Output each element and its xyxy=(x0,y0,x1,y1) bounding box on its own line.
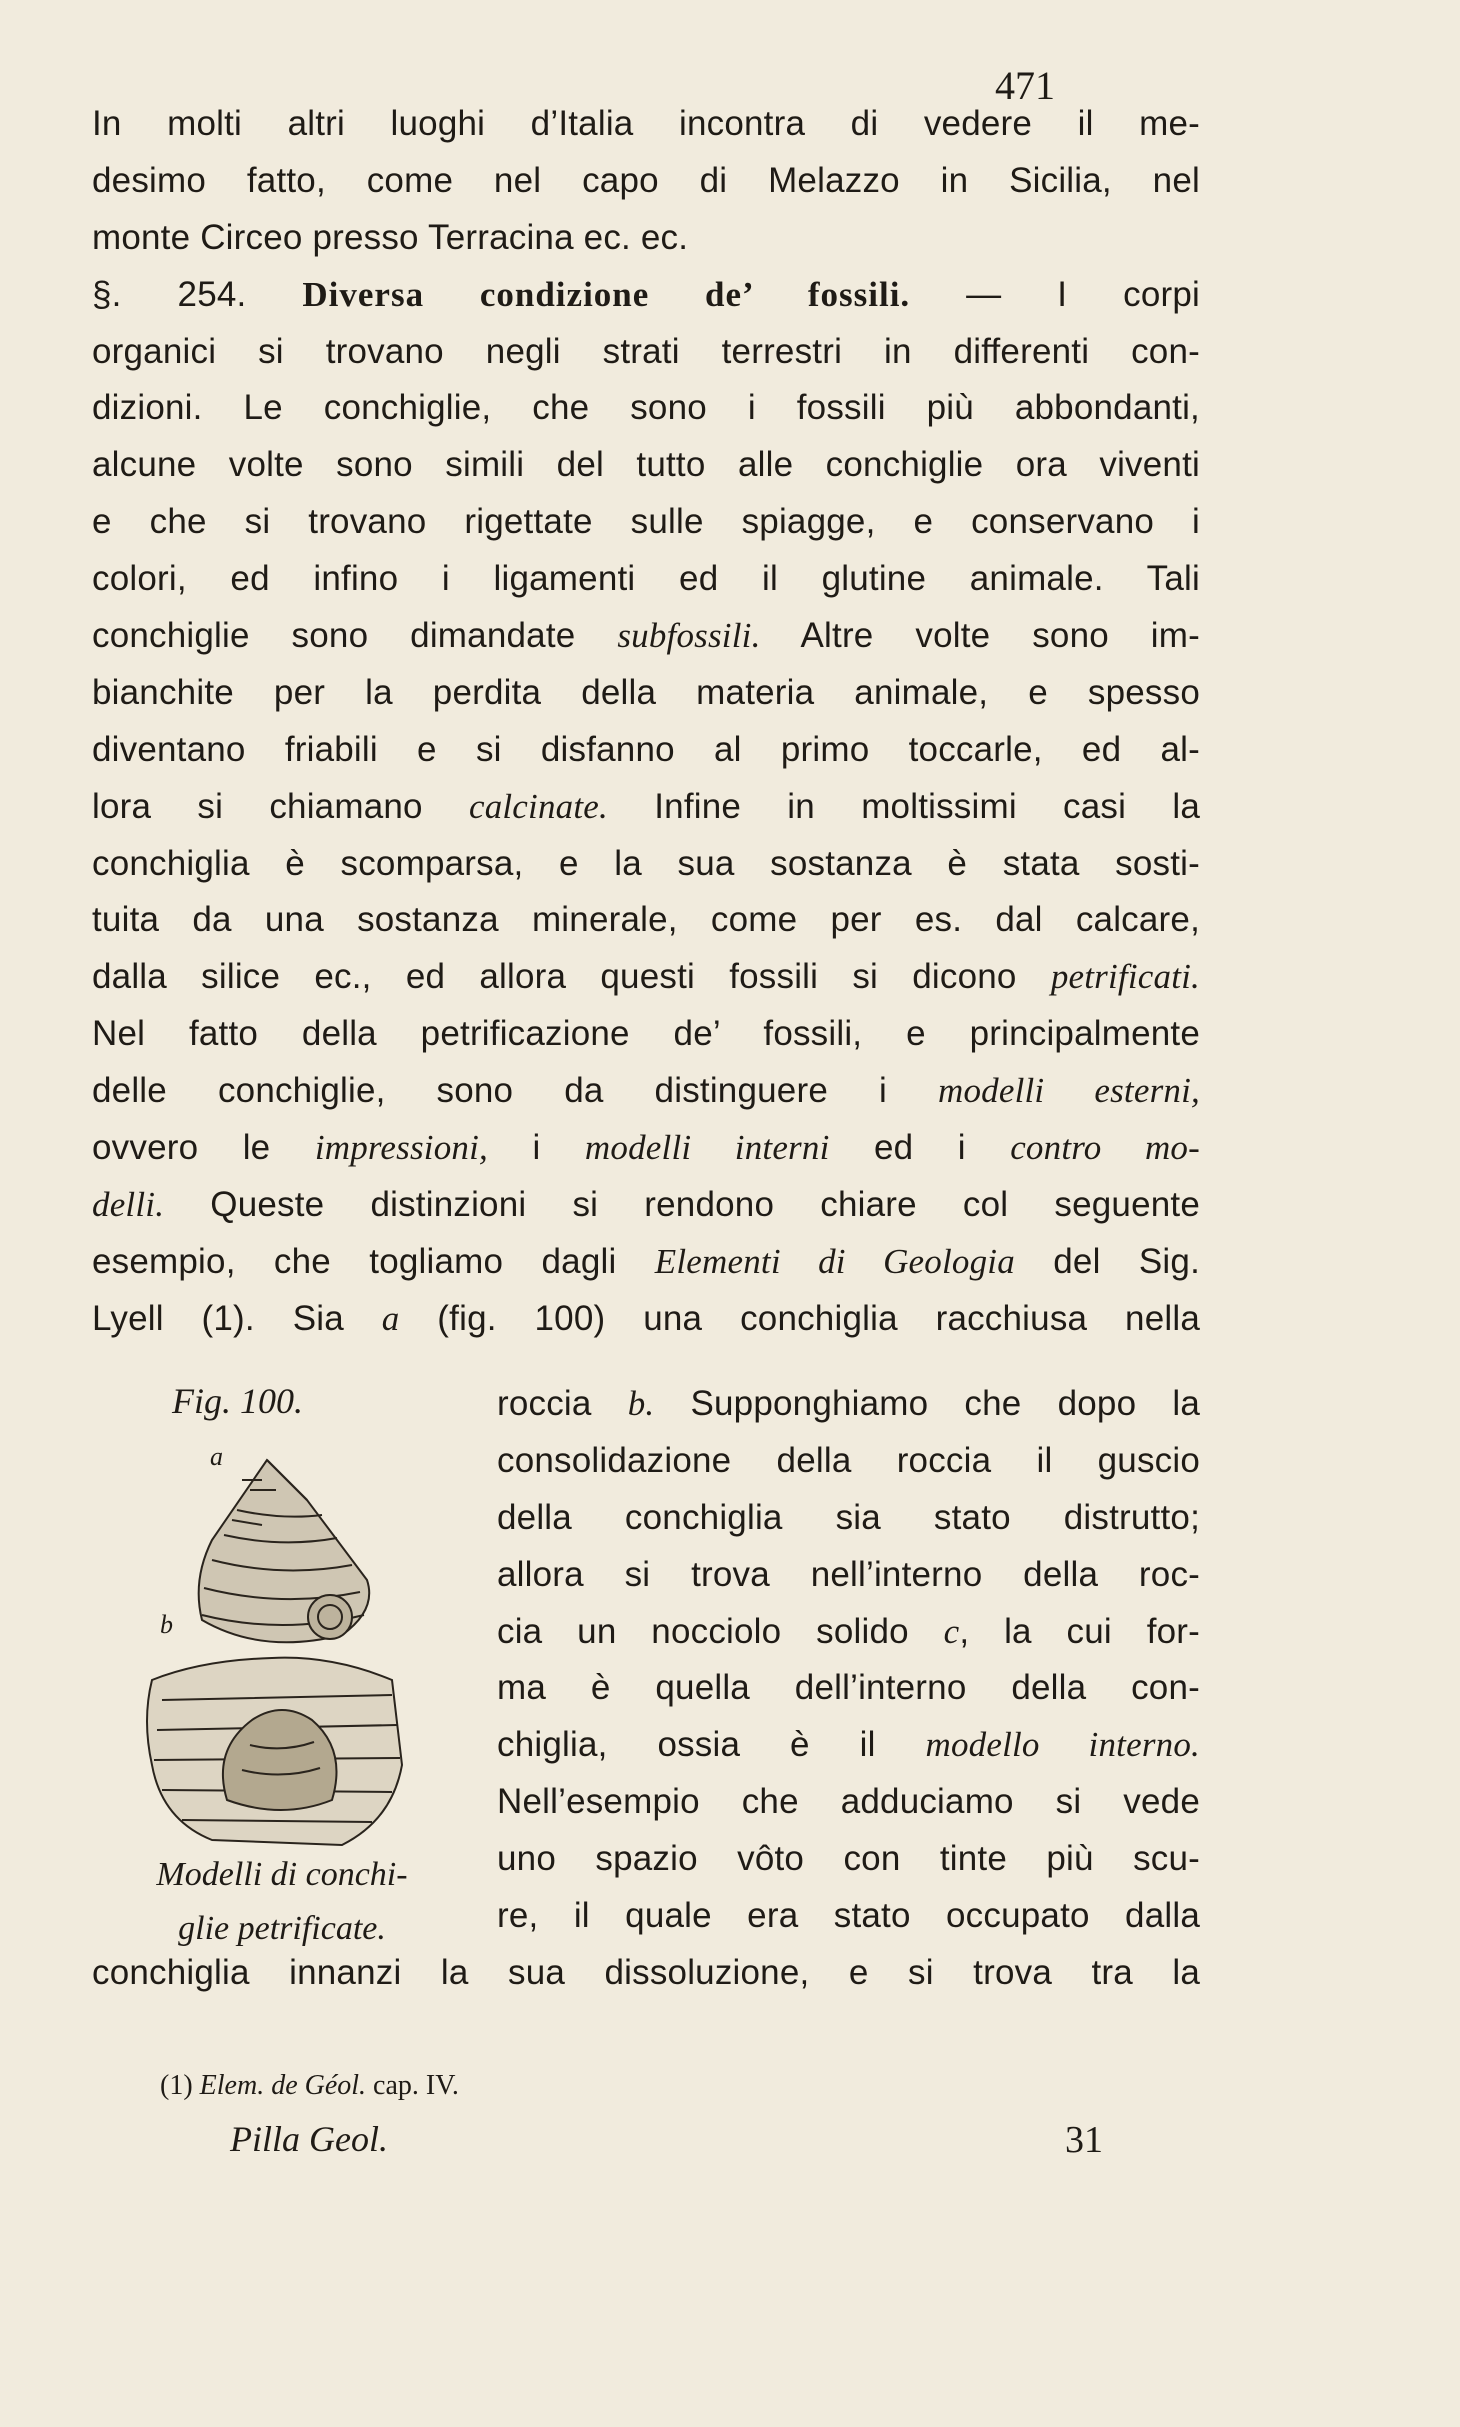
signature-mark: Pilla Geol. xyxy=(230,2119,388,2159)
italic-term: impressioni, xyxy=(314,1128,489,1168)
narrow-text-column xyxy=(497,1376,1200,1945)
text-fragment: lora si chiamano xyxy=(92,786,469,826)
figure-letter-b: b xyxy=(160,1610,173,1639)
text-fragment: delle conchiglie, sono da distinguere i xyxy=(92,1071,938,1111)
text-fragment: i xyxy=(488,1128,585,1168)
italic-term: modelli esterni, xyxy=(937,1071,1200,1111)
text-line: conchiglia è scomparsa, e la sua sostanza è stata sosti- xyxy=(92,843,1200,883)
text-fragment: dalla silice ec., ed allora questi fossili si dicono xyxy=(92,957,1051,997)
text-line: uno spazio vôto con tinte più scu- xyxy=(497,1839,1200,1879)
fossil-shell-illustration xyxy=(92,1420,472,1880)
text-fragment: Queste distinzioni si rendono chiare col seguente xyxy=(164,1184,1200,1224)
text-line: alcune volte sono simili del tutto alle conchiglie ora viventi xyxy=(92,445,1200,485)
italic-term: c xyxy=(943,1611,960,1651)
figure-label xyxy=(172,1380,303,1422)
text-line: colori, ed infino i ligamenti ed il glutine animale. Tali xyxy=(92,559,1200,599)
text-line: e che si trovano rigettate sulle spiagge, e conservano i xyxy=(92,502,1200,542)
signature-number: 31 xyxy=(1065,2119,1103,2161)
text-line: In molti altri luoghi d’Italia incontra di vedere il me- xyxy=(92,104,1200,143)
text-fragment: , la cui for- xyxy=(959,1611,1200,1651)
footnote-chapter: cap. IV. xyxy=(366,2070,459,2101)
text-line xyxy=(92,1063,1200,1120)
italic-term: modello interno. xyxy=(925,1725,1201,1765)
figure-caption xyxy=(92,1848,472,1956)
text-line: della conchiglia sia stato distrutto; xyxy=(497,1497,1200,1537)
text-line xyxy=(92,608,1200,665)
text-fragment: Supponghiamo che dopo la xyxy=(654,1384,1200,1423)
figure-100 xyxy=(92,1380,472,1947)
section-number: §. 254. xyxy=(92,274,247,314)
text-fragment: Infine in moltissimi casi la xyxy=(607,786,1200,826)
italic-term: petrificati. xyxy=(1050,957,1200,997)
italic-term: Elementi di Geologia xyxy=(654,1241,1015,1281)
text-line xyxy=(497,1376,1200,1433)
figure-label-text: Fig. 100. xyxy=(172,1381,303,1421)
text-fragment: Lyell (1). Sia xyxy=(92,1298,382,1338)
text-line: tuita da una sostanza minerale, come per es. dal calcare, xyxy=(92,900,1200,940)
text-line: conchiglia innanzi la sua dissoluzione, e si trova tra la xyxy=(92,1953,1200,1992)
footnote xyxy=(160,2070,459,2102)
figure-letter-a: a xyxy=(210,1442,223,1471)
text-line xyxy=(92,949,1200,1006)
text-line xyxy=(92,1234,1200,1291)
text-line: allora si trova nell’interno della roc- xyxy=(497,1554,1200,1594)
text-line xyxy=(92,1177,1200,1234)
text-line: consolidazione della roccia il guscio xyxy=(497,1440,1200,1480)
italic-term: a xyxy=(381,1298,400,1338)
italic-term: contro mo- xyxy=(1010,1128,1200,1168)
footnote-number: (1) xyxy=(160,2070,193,2101)
section-title: Diversa condizione de’ fossili. xyxy=(302,274,911,314)
footnote-source: Elem. de Géol. xyxy=(199,2070,367,2101)
text-line: ma è quella dell’interno della con- xyxy=(497,1668,1200,1708)
text-fragment: ovvero le xyxy=(92,1128,315,1168)
text-fragment: esempio, che togliamo dagli xyxy=(92,1241,655,1281)
text-line: diventano friabili e si disfanno al primo toccarle, ed al- xyxy=(92,729,1200,769)
italic-term: delli. xyxy=(92,1184,165,1224)
text-fragment: cia un nocciolo solido xyxy=(497,1611,944,1651)
text-fragment: (fig. 100) una conchiglia racchiusa nella xyxy=(399,1298,1200,1338)
text-line: monte Circeo presso Terracina ec. ec. xyxy=(92,217,689,257)
page-number: 471 xyxy=(995,63,1055,108)
caption-line: Modelli di conchi- xyxy=(156,1856,408,1893)
text-line xyxy=(92,1120,1200,1177)
main-text xyxy=(92,96,1200,1348)
text-fragment: conchiglie sono dimandate xyxy=(92,616,618,656)
text-line: Nel fatto della petrificazione de’ fossili, e principalmente xyxy=(92,1014,1200,1054)
text-line: bianchite per la perdita della materia animale, e spesso xyxy=(92,672,1200,712)
text-line: organici si trovano negli strati terrestri in differenti con- xyxy=(92,331,1200,371)
text-fragment: chiglia, ossia è il xyxy=(497,1725,926,1765)
text-line: dizioni. Le conchiglie, che sono i fossili più abbondanti, xyxy=(92,388,1200,428)
italic-term: b. xyxy=(627,1384,655,1423)
text-line: Nell’esempio che adduciamo si vede xyxy=(497,1782,1200,1822)
text-line xyxy=(92,1291,1200,1348)
italic-term: calcinate. xyxy=(468,786,608,826)
italic-term: modelli interni xyxy=(584,1128,830,1168)
caption-line: glie petrificate. xyxy=(178,1910,386,1947)
text-fragment: — I corpi xyxy=(966,274,1200,314)
text-fragment: del Sig. xyxy=(1014,1241,1200,1281)
text-line: re, il quale era stato occupato dalla xyxy=(497,1896,1200,1936)
italic-term: subfossili. xyxy=(617,616,761,656)
text-line xyxy=(92,779,1200,836)
text-fragment: ed i xyxy=(829,1128,1011,1168)
text-line xyxy=(497,1717,1200,1774)
text-line: desimo fatto, come nel capo di Melazzo in Sicilia, nel xyxy=(92,160,1200,200)
text-fragment: Altre volte sono im- xyxy=(760,616,1200,656)
text-fragment: roccia xyxy=(497,1384,628,1423)
text-line xyxy=(497,1604,1200,1661)
section-heading-line xyxy=(92,267,1200,324)
